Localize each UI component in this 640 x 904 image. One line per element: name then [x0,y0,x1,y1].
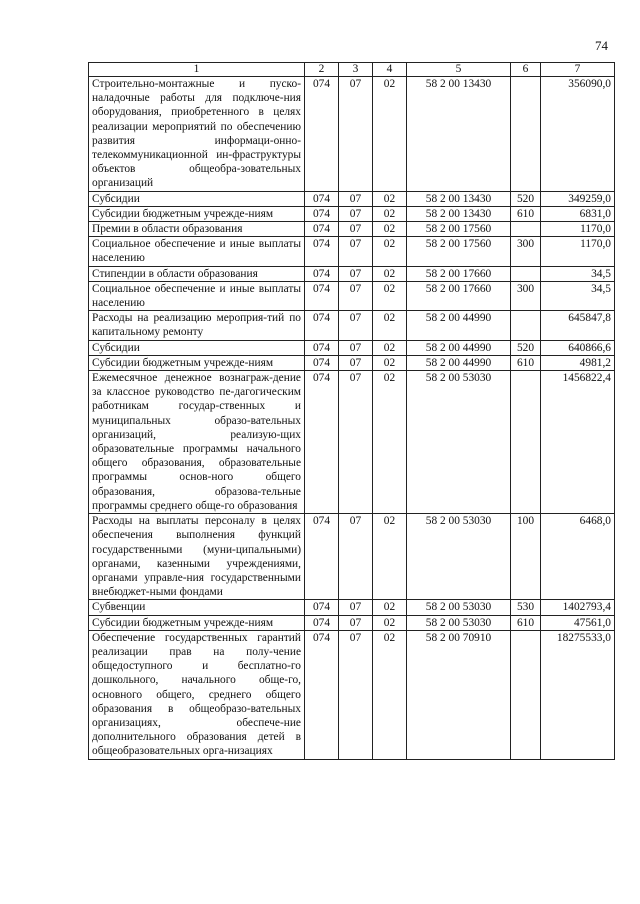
expense-type-cell: 610 [511,206,541,221]
section-code-cell: 07 [339,355,373,370]
target-article-cell: 58 2 00 17560 [407,237,511,266]
target-article-cell: 58 2 00 44990 [407,311,511,340]
section-code-cell: 07 [339,281,373,310]
expense-name-cell: Строительно-монтажные и пуско-наладочные работы для подключе-ния оборудования, приобретенного в целях реализации мероприятий по обеспечению развития информаци-онно-телекоммуникационной ин-фраструктуры объектов общеобра-зовательных организаций [89,77,305,192]
expense-type-cell [511,371,541,514]
table-row [89,630,615,759]
amount-cell: 34,5 [541,281,615,310]
department-code-cell: 074 [305,266,339,281]
target-article-cell: 58 2 00 70910 [407,630,511,759]
expense-type-cell: 530 [511,600,541,615]
header-cell-4: 4 [373,63,407,77]
subsection-code-cell: 02 [373,222,407,237]
target-article-cell: 58 2 00 53030 [407,371,511,514]
table-row [89,311,615,340]
expense-name-cell: Расходы на реализацию мероприя-тий по капитальному ремонту [89,311,305,340]
subsection-code-cell: 02 [373,615,407,630]
expense-type-cell [511,222,541,237]
table-row [89,237,615,266]
amount-cell: 1402793,4 [541,600,615,615]
table-row [89,340,615,355]
department-code-cell: 074 [305,371,339,514]
expense-name-cell: Стипендии в области образования [89,266,305,281]
expense-name-cell: Ежемесячное денежное вознаграж-дение за классное руководство пе-дагогическим работникам государ-ственных и муниципальных образо-вательных организаций, реализую-щих образовательные программы начального общего образования, образовательные программы основ-ного общего образования, образова-тельные программы среднего обще-го образования [89,371,305,514]
table-row [89,615,615,630]
department-code-cell: 074 [305,77,339,192]
section-code-cell: 07 [339,340,373,355]
section-code-cell: 07 [339,514,373,600]
expense-name-cell: Субсидии [89,191,305,206]
section-code-cell: 07 [339,600,373,615]
amount-cell: 356090,0 [541,77,615,192]
header-cell-6: 6 [511,63,541,77]
expense-name-cell: Субсидии бюджетным учрежде-ниям [89,615,305,630]
amount-cell: 6468,0 [541,514,615,600]
amount-cell: 47561,0 [541,615,615,630]
subsection-code-cell: 02 [373,355,407,370]
table-row [89,371,615,514]
amount-cell: 349259,0 [541,191,615,206]
department-code-cell: 074 [305,237,339,266]
amount-cell: 640866,6 [541,340,615,355]
expense-type-cell: 100 [511,514,541,600]
expense-name-cell: Социальное обеспечение и иные выплаты населению [89,281,305,310]
department-code-cell: 074 [305,630,339,759]
section-code-cell: 07 [339,237,373,266]
subsection-code-cell: 02 [373,514,407,600]
subsection-code-cell: 02 [373,311,407,340]
target-article-cell: 58 2 00 13430 [407,191,511,206]
amount-cell: 4981,2 [541,355,615,370]
department-code-cell: 074 [305,311,339,340]
expense-type-cell: 610 [511,615,541,630]
target-article-cell: 58 2 00 44990 [407,340,511,355]
table-row [89,281,615,310]
budget-table [88,62,615,760]
department-code-cell: 074 [305,222,339,237]
expense-name-cell: Обеспечение государственных гарантий реализации прав на полу-чение общедоступного и бесплатно-го дошкольного, начального обще-го, основного общего, среднего общего образования в общеобразо-вательных организациях, обеспече-ние дополнительного образования детей в общеобразовательных орга-низациях [89,630,305,759]
target-article-cell: 58 2 00 44990 [407,355,511,370]
expense-name-cell: Премии в области образования [89,222,305,237]
expense-type-cell: 300 [511,237,541,266]
table-row [89,266,615,281]
subsection-code-cell: 02 [373,266,407,281]
header-cell-2: 2 [305,63,339,77]
target-article-cell: 58 2 00 17660 [407,281,511,310]
table-row [89,514,615,600]
expense-type-cell: 520 [511,191,541,206]
subsection-code-cell: 02 [373,630,407,759]
page-number: 74 [595,38,608,53]
department-code-cell: 074 [305,600,339,615]
table-row [89,355,615,370]
section-code-cell: 07 [339,77,373,192]
table-row [89,222,615,237]
section-code-cell: 07 [339,371,373,514]
section-code-cell: 07 [339,615,373,630]
subsection-code-cell: 02 [373,206,407,221]
target-article-cell: 58 2 00 13430 [407,77,511,192]
target-article-cell: 58 2 00 53030 [407,600,511,615]
subsection-code-cell: 02 [373,237,407,266]
subsection-code-cell: 02 [373,281,407,310]
department-code-cell: 074 [305,514,339,600]
subsection-code-cell: 02 [373,191,407,206]
expense-type-cell: 520 [511,340,541,355]
amount-cell: 1456822,4 [541,371,615,514]
expense-name-cell: Социальное обеспечение и иные выплаты населению [89,237,305,266]
department-code-cell: 074 [305,615,339,630]
target-article-cell: 58 2 00 53030 [407,514,511,600]
table-row [89,206,615,221]
table-row [89,191,615,206]
subsection-code-cell: 02 [373,77,407,192]
expense-type-cell [511,311,541,340]
table-row [89,77,615,192]
section-code-cell: 07 [339,191,373,206]
expense-type-cell [511,77,541,192]
expense-type-cell [511,630,541,759]
amount-cell: 645847,8 [541,311,615,340]
expense-name-cell: Субвенции [89,600,305,615]
section-code-cell: 07 [339,266,373,281]
subsection-code-cell: 02 [373,600,407,615]
expense-type-cell: 610 [511,355,541,370]
subsection-code-cell: 02 [373,371,407,514]
department-code-cell: 074 [305,340,339,355]
target-article-cell: 58 2 00 17660 [407,266,511,281]
amount-cell: 1170,0 [541,222,615,237]
amount-cell: 6831,0 [541,206,615,221]
header-cell-3: 3 [339,63,373,77]
department-code-cell: 074 [305,355,339,370]
expense-name-cell: Расходы на выплаты персоналу в целях обеспечения выполнения функций государственными (муни-ципальными) органами, казенными учреждениями, органами управле-ния государственными внебюджет-ными фондами [89,514,305,600]
expense-type-cell: 300 [511,281,541,310]
subsection-code-cell: 02 [373,340,407,355]
header-cell-5: 5 [407,63,511,77]
department-code-cell: 074 [305,206,339,221]
amount-cell: 1170,0 [541,237,615,266]
expense-name-cell: Субсидии бюджетным учрежде-ниям [89,355,305,370]
expense-type-cell [511,266,541,281]
header-cell-7: 7 [541,63,615,77]
section-code-cell: 07 [339,206,373,221]
target-article-cell: 58 2 00 17560 [407,222,511,237]
target-article-cell: 58 2 00 13430 [407,206,511,221]
section-code-cell: 07 [339,222,373,237]
amount-cell: 34,5 [541,266,615,281]
department-code-cell: 074 [305,191,339,206]
expense-name-cell: Субсидии [89,340,305,355]
table-row [89,600,615,615]
amount-cell: 18275533,0 [541,630,615,759]
expense-name-cell: Субсидии бюджетным учрежде-ниям [89,206,305,221]
section-code-cell: 07 [339,630,373,759]
header-cell-1: 1 [89,63,305,77]
department-code-cell: 074 [305,281,339,310]
target-article-cell: 58 2 00 53030 [407,615,511,630]
section-code-cell: 07 [339,311,373,340]
budget-table-body [89,63,615,760]
table-header-row [89,63,615,77]
